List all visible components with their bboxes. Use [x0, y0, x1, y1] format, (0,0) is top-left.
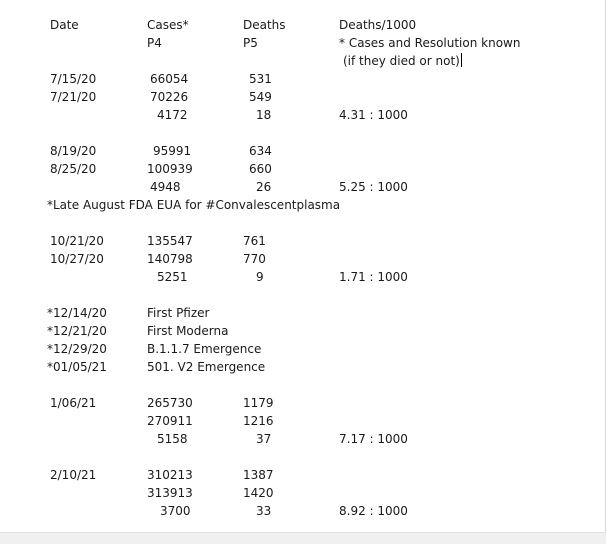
text-cursor	[461, 53, 462, 67]
g3-diff-cases: 5251	[157, 270, 188, 284]
g5-r2-cases: 313913	[147, 486, 193, 500]
event-4-date: *01/05/21	[47, 360, 107, 374]
header-deaths-sub: P5	[243, 36, 258, 50]
g5-r1-date: 2/10/21	[50, 468, 97, 482]
g2-r1-cases: 95991	[153, 144, 192, 158]
event-1-label: First Pfizer	[147, 306, 210, 320]
g3-diff-deaths: 9	[256, 270, 264, 284]
g5-diff-cases: 3700	[160, 504, 191, 518]
g4-r1-date: 1/06/21	[50, 396, 97, 410]
header-cases: Cases*	[147, 18, 189, 32]
g3-r2-deaths: 770	[243, 252, 266, 266]
header-cases-sub: P4	[147, 36, 162, 50]
header-date: Date	[50, 18, 79, 32]
event-2-date: *12/21/20	[47, 324, 107, 338]
g2-r1-date: 8/19/20	[50, 144, 97, 158]
horizontal-scrollbar[interactable]	[0, 532, 606, 544]
event-2-label: First Moderna	[147, 324, 229, 338]
g4-r2-deaths: 1216	[243, 414, 274, 428]
header-deaths: Deaths	[243, 18, 286, 32]
g5-diff-deaths: 33	[256, 504, 272, 518]
event-3-label: B.1.1.7 Emergence	[147, 342, 262, 356]
g4-rate: 7.17 : 1000	[339, 432, 408, 446]
header-note-line2	[343, 53, 462, 69]
g1-r1-date: 7/15/20	[50, 72, 97, 86]
g4-r1-cases: 265730	[147, 396, 193, 410]
g4-diff-deaths: 37	[256, 432, 272, 446]
g1-diff-deaths: 18	[256, 108, 272, 122]
g5-rate: 8.92 : 1000	[339, 504, 408, 518]
g3-r2-date: 10/27/20	[50, 252, 104, 266]
event-1-date: *12/14/20	[47, 306, 107, 320]
g2-rate: 5.25 : 1000	[339, 180, 408, 194]
g4-r1-deaths: 1179	[243, 396, 274, 410]
header-note-line1: * Cases and Resolution known	[339, 36, 521, 50]
g1-r1-cases: 66054	[150, 72, 189, 86]
plasma-note: *Late August FDA EUA for #Convalescentplasma	[47, 198, 341, 212]
g3-r1-deaths: 761	[243, 234, 266, 248]
g1-r2-cases: 70226	[150, 90, 189, 104]
g2-r1-deaths: 634	[249, 144, 272, 158]
g2-r2-cases: 100939	[147, 162, 193, 176]
g4-diff-cases: 5158	[157, 432, 188, 446]
g2-diff-cases: 4948	[150, 180, 181, 194]
g1-r1-deaths: 531	[249, 72, 272, 86]
header-note-line2-text: (if they died or not)	[343, 54, 460, 68]
g3-r2-cases: 140798	[147, 252, 193, 266]
g2-r2-date: 8/25/20	[50, 162, 97, 176]
event-4-label: 501. V2 Emergence	[147, 360, 266, 374]
g3-r1-cases: 135547	[147, 234, 193, 248]
event-3-date: *12/29/20	[47, 342, 107, 356]
g5-r1-cases: 310213	[147, 468, 193, 482]
g3-rate: 1.71 : 1000	[339, 270, 408, 284]
g1-diff-cases: 4172	[157, 108, 188, 122]
g1-r2-deaths: 549	[249, 90, 272, 104]
g2-r2-deaths: 660	[249, 162, 272, 176]
g1-rate: 4.31 : 1000	[339, 108, 408, 122]
g2-diff-deaths: 26	[256, 180, 272, 194]
header-rate: Deaths/1000	[339, 18, 417, 32]
g5-r1-deaths: 1387	[243, 468, 274, 482]
g3-r1-date: 10/21/20	[50, 234, 104, 248]
g1-r2-date: 7/21/20	[50, 90, 97, 104]
g4-r2-cases: 270911	[147, 414, 193, 428]
g5-r2-deaths: 1420	[243, 486, 274, 500]
